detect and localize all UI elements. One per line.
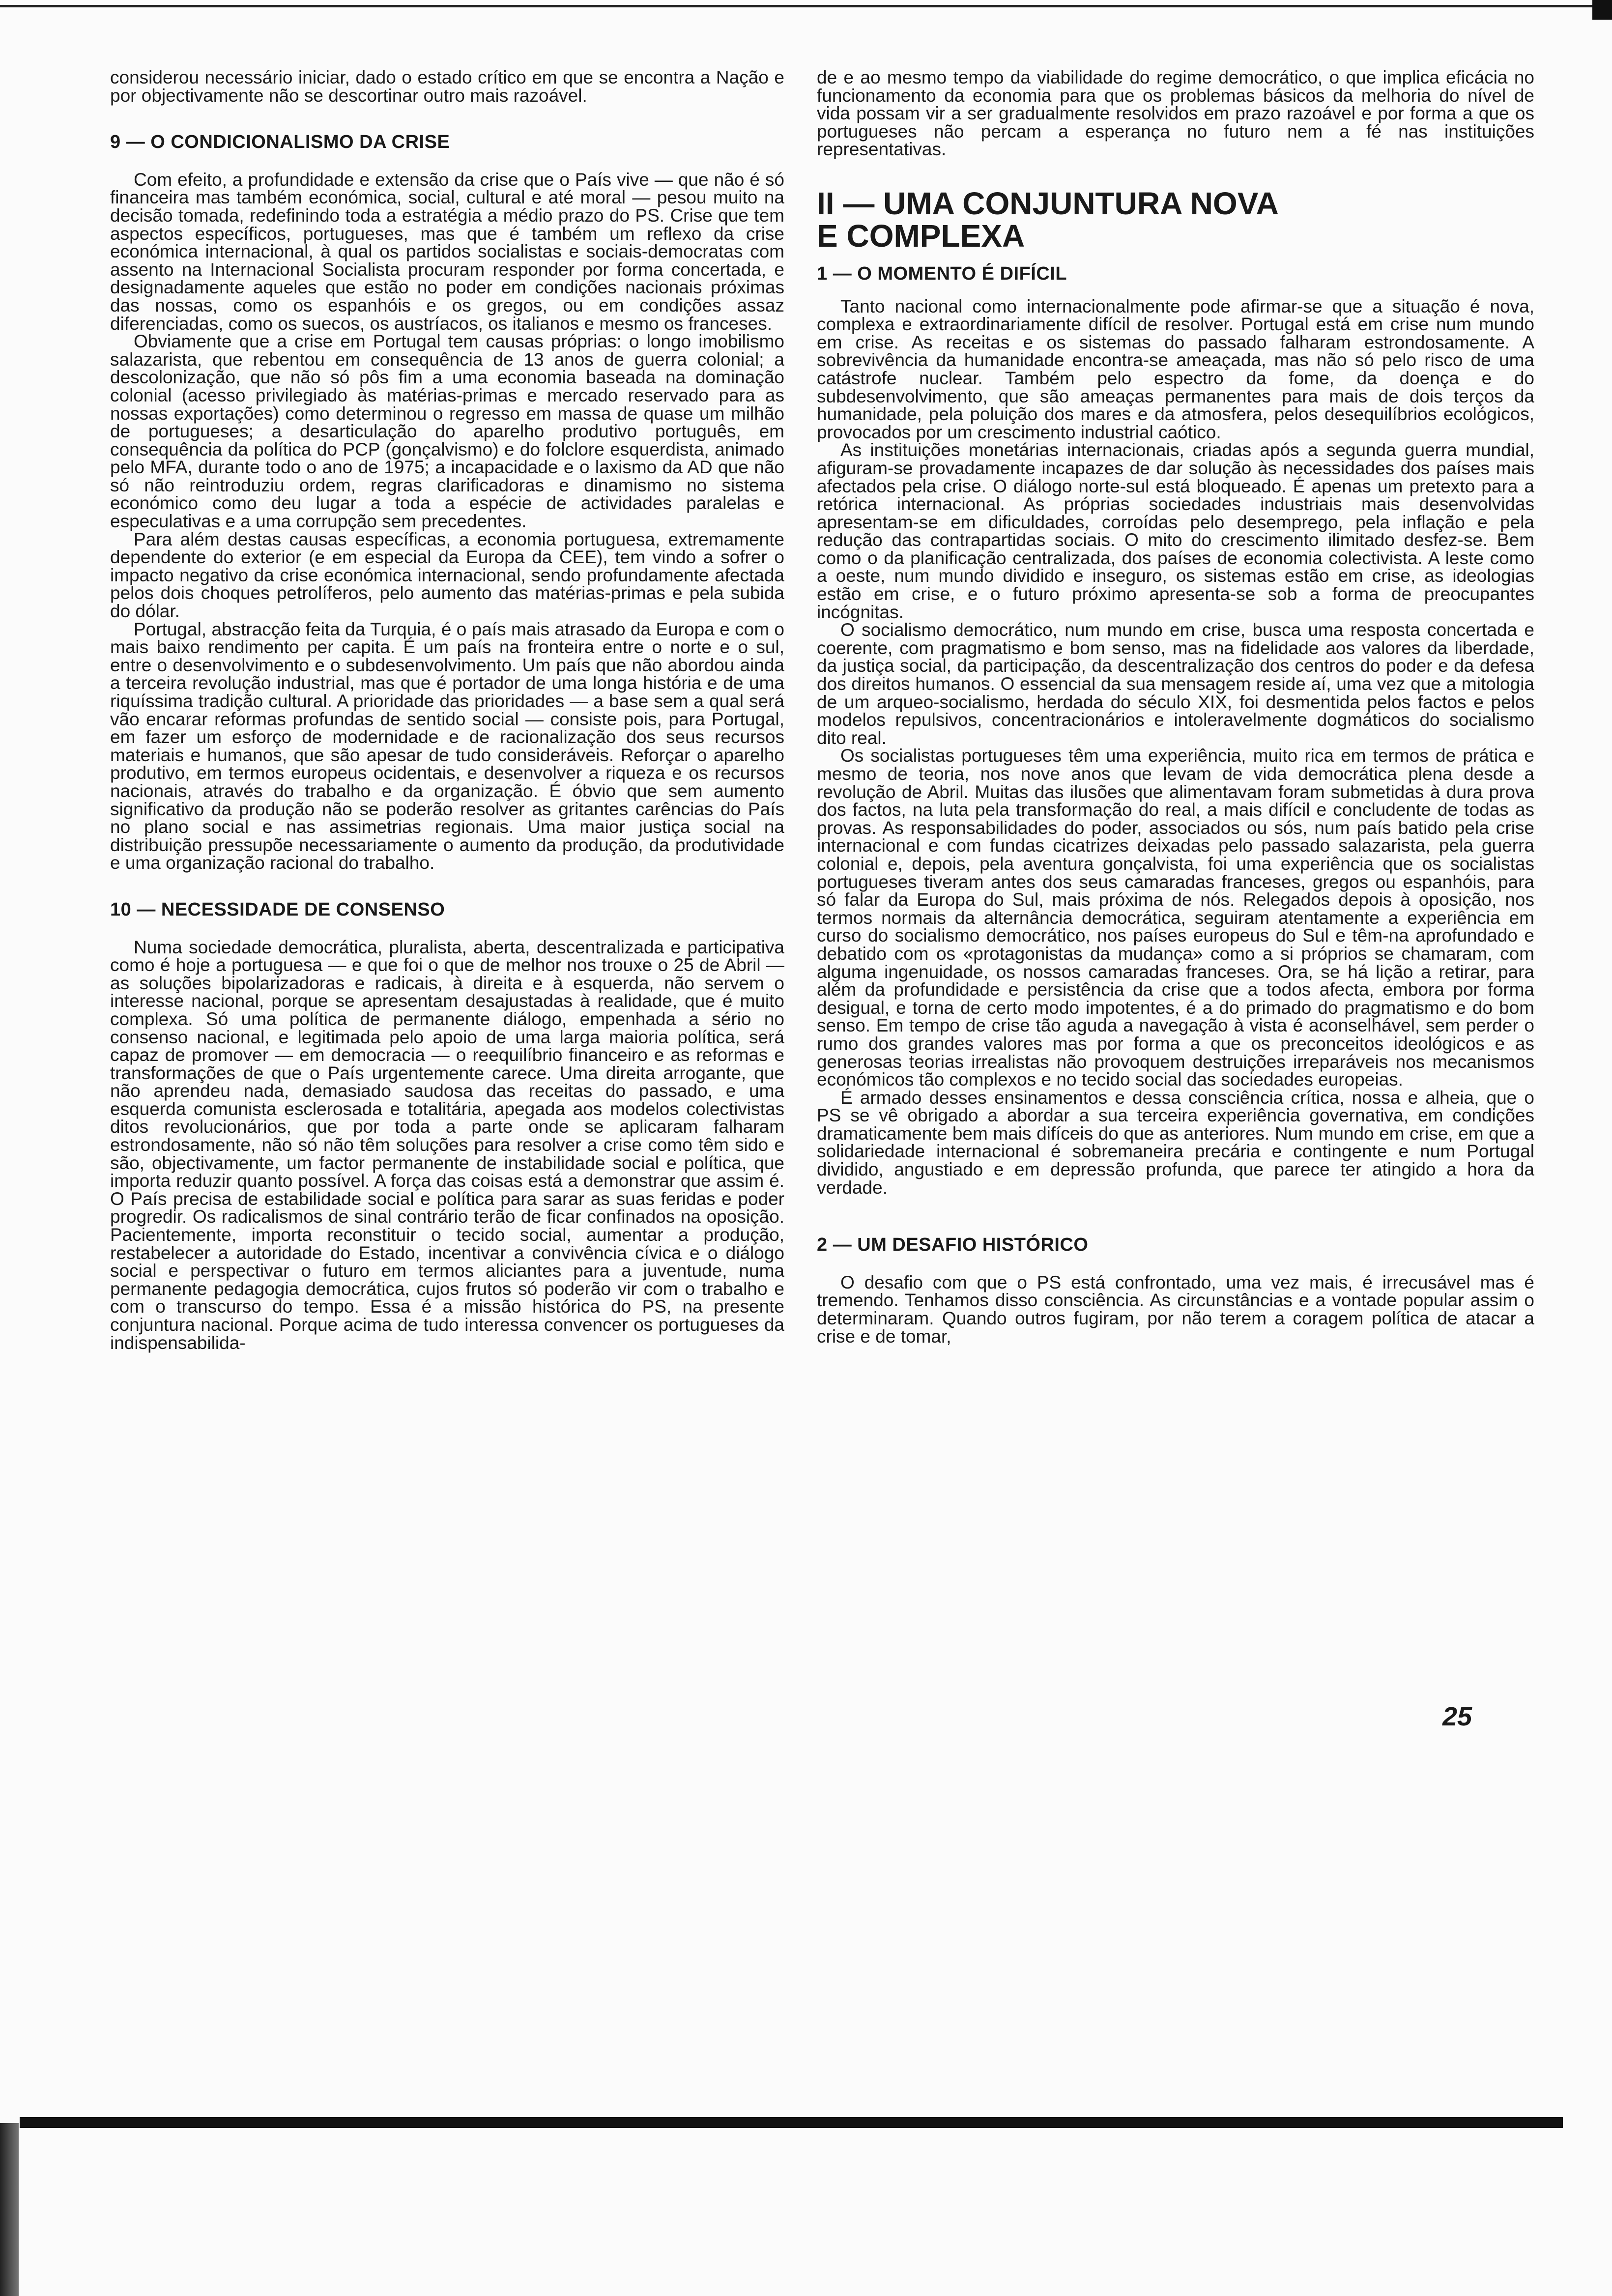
paragraph: considerou necessário iniciar, dado o estado crítico em que se encontra a Nação e por objectivamente não se descortinar outro mais razoável. (110, 67, 784, 106)
paragraph: Para além destas causas específicas, a economia portuguesa, extremamente dependente do exterior (e em especial da Europa da CEE), tem vindo a sofrer o impacto negativo da crise económica internacional, sendo profundamente afectada pelos dois choques petrolíferos, pelo aumento das matérias-primas e pela subida do dólar. (110, 529, 784, 622)
paragraph: Tanto nacional como internacionalmente pode afirmar-se que a situação é nova, complexa e extraordinariamente difícil de resolver. Portugal está em crise num mundo em crise. As receitas e os sistemas do passado falharam estrondosamente. A sobrevivência da humanidade encontra-se ameaçada, mas não só pelo risco de uma catástrofe nuclear. Também pelo espectro da fome, da doença e do subdesenvolvimento, que são ameaças permanentes para mais de dois terços da humanidade, pela poluição dos mares e da atmosfera, pelos desequilíbrios ecológicos, provocados por um crescimento industrial caótico. (817, 296, 1534, 442)
paragraph: Com efeito, a profundidade e extensão da crise que o País vive — que não é só financeira mas também económica, social, cultural e até moral — pesou muito na decisão tomada, redefinindo toda a estratégia a médio prazo do PS. Crise que tem aspectos específicos, portugueses, mas que é também um reflexo da crise económica internacional, à qual os partidos socialistas e sociais-democratas com assento na Internacional Socialista procuram responder por forma concertada, e designadamente aqueles que estão no poder em condições nacionais próximas das nossas, como os espanhóis e os gregos, ou em condições assaz diferenciadas, como os suecos, os austríacos, os italianos e mesmo os franceses. (110, 169, 784, 334)
paragraph: É armado desses ensinamentos e dessa consciência crítica, nossa e alheia, que o PS se vê obrigado a abordar a sua terceira experiência governativa, em condições dramaticamente bem mais difíceis do que as anteriores. Num mundo em crise, em que a solidariedade internacional é sobremaneira precária e contingente e num Portugal dividido, angustiado e em depressão profunda, que parece ter atingido a hora da verdade. (817, 1087, 1534, 1198)
chapter-heading-line: II — UMA CONJUNTURA NOVA (817, 185, 1279, 221)
paragraph: O desafio com que o PS está confrontado, uma vez mais, é irrecusável mas é tremendo. Tenhamos disso consciência. As circunstâncias e a vontade popular assim o determinaram. Quando outros fugiram, por não terem a coragem política de atacar a crise e de tomar, (817, 1272, 1534, 1347)
section-heading-10: 10 — NECESSIDADE DE CONSENSO (110, 899, 445, 920)
scan-corner-mark (1592, 0, 1612, 20)
top-border-line (0, 5, 1612, 7)
chapter-heading (817, 187, 1534, 252)
paragraph: Os socialistas portugueses têm uma experiência, muito rica em termos de prática e mesmo de teoria, nos nove anos que levam de vida democrática plena desde a revolução de Abril. Muitas das ilusões que alimentavam foram submetidas à dura prova dos factos, na luta pela transformação do real, a mais difícil e concludente de todas as provas. As responsabilidades do poder, associados ou sós, num país batido pela crise internacional e com fundas cicatrizes deixadas pelo passado salazarista, pela guerra colonial e, depois, pela aventura gonçalvista, foi uma experiência que os socialistas portugueses tiveram antes dos seus camaradas franceses, gregos ou espanhóis, para só falar da Europa do Sul, mais próxima de nós. Relegados depois à oposição, nos termos normais da alternância democrática, seguiram atentamente a experiência em curso do socialismo democrático, nos países europeus do Sul e têm-na aprofundado e debatido com os «protagonistas da mudança» como a si próprios se chamaram, com alguma ingenuidade, os nossos camaradas franceses. Ora, se há lição a retirar, para além da profundidade e persistência da crise que a todos afecta, embora por forma desigual, e torna de certo modo impotentes, é a do primado do pragmatismo e do bom senso. Em tempo de crise tão aguda a navegação à vista é aconselhável, sem perder o rumo dos grandes valores mas por forma a que os preconceitos ideológicos e as generosas teorias irrealistas não provoquem destruições irreparáveis nos mecanismos económicos tão complexos e no tecido social das sociedades europeias. (817, 746, 1534, 1090)
section-heading-9: 9 — O CONDICIONALISMO DA CRISE (110, 132, 450, 153)
paragraph: As instituições monetárias internacionais, criadas após a segunda guerra mundial, afiguram-se provadamente incapazes de dar solução às necessidades dos países mais afectados pela crise. O diálogo norte-sul está bloqueado. É apenas um pretexto para a retórica internacional. As próprias sociedades industriais mais desenvolvidas apresentam-se em dificuldades, corroídas pelo desemprego, pela inflação e pela redução das contrapartidas sociais. O mito do crescimento ilimitado desfez-se. Bem como o da planificação centralizada, dos países de economia colectivista. A leste como a oeste, num mundo dividido e inseguro, os sistemas estão em crise, as ideologias estão em crise, e o futuro próximo apresenta-se sob a forma de preocupantes incógnitas. (817, 440, 1534, 622)
chapter-heading-line: E COMPLEXA (817, 218, 1025, 254)
paragraph: de e ao mesmo tempo da viabilidade do regime democrático, o que implica eficácia no funcionamento da economia para que os problemas básicos da melhoria do nível de vida possam vir a ser gradualmente resolvidos em prazo razoável e por forma a que os portugueses não percam a esperança no futuro nem a fé nas instituições representativas. (817, 67, 1534, 160)
section-heading-2: 2 — UM DESAFIO HISTÓRICO (817, 1234, 1089, 1256)
paragraph: Obviamente que a crise em Portugal tem causas próprias: o longo imobilismo salazarista, que rebentou em consequência de 13 anos de guerra colonial; a descolonização, que não só pôs fim a uma economia baseada na dominação colonial (acesso privilegiado às matérias-primas e mercado reservado para as nossas exportações) como determinou o regresso em massa de quase um milhão de portugueses; a desarticulação do aparelho produtivo português, em consequência da política do PCP (gonçalvismo) e do folclore esquerdista, animado pelo MFA, durante todo o ano de 1975; a incapacidade e o laxismo da AD que não só não reintroduziu ordem, regras clarificadoras e dinamismo no sistema económico como deu lugar a toda a espécie de actividades paralelas e especulativas e a uma corrupção sem precedentes. (110, 331, 784, 532)
paragraph: O socialismo democrático, num mundo em crise, busca uma resposta concertada e coerente, com pragmatismo e bom senso, mas na fidelidade aos valores da liberdade, da justiça social, da participação, da descentralização dos centros do poder e da defesa dos direitos humanos. O essencial da sua mensagem reside aí, uma vez que a mitologia de um arqueo-socialismo, herdada do século XIX, foi desmentida pelos factos e pelos modelos repulsivos, concentracionários e intoleravelmente dogmáticos do socialismo dito real. (817, 620, 1534, 748)
page-number: 25 (1442, 1702, 1472, 1731)
paragraph: Portugal, abstracção feita da Turquia, é o país mais atrasado da Europa e com o mais baixo rendimento per capita. É um país na fronteira entre o norte e o sul, entre o desenvolvimento e o subdesenvolvimento. Um país que não abordou ainda a terceira revolução industrial, mas que é portador de uma longa história e de uma riquíssima tradição cultural. A prioridade das prioridades — a base sem a qual será vão encarar reformas profundas de sentido social — consiste pois, para Portugal, em fazer um esforço de modernidade e de racionalização dos seus recursos materiais e humanos, que são apesar de tudo consideráveis. Reforçar o aparelho produtivo, em termos europeus ocidentais, e desenvolver a riqueza e os recursos nacionais, através do trabalho e da organização. É óbvio que sem aumento significativo da produção não se poderão resolver as gritantes carências do País no plano social e nas assimetrias regionais. Uma maior justiça social na distribuição pressupõe necessariamente o aumento da produção, da produtividade e uma organização racional do trabalho. (110, 619, 784, 873)
bottom-border-line (20, 2117, 1563, 2128)
paragraph: Numa sociedade democrática, pluralista, aberta, descentralizada e participativa como é hoje a portuguesa — e que foi o que de melhor nos trouxe o 25 de Abril — as soluções bipolarizadoras e radicais, à direita e à esquerda, não servem o interesse nacional, porque se apresentam desajustadas à realidade, que é muito complexa. Só uma política de permanente diálogo, empenhada a sério no consenso nacional, e legitimada pelo apoio de uma larga maioria política, será capaz de promover — em democracia — o reequilíbrio financeiro e as reformas e transformações de que o País urgentemente carece. Uma direita arrogante, que não aprendeu nada, demasiado saudosa das receitas do passado, e uma esquerda comunista esclerosada e totalitária, apegada aos modelos colectivistas ditos revolucionários, que por toda a parte onde se aplicaram falharam estrondosamente, não só não têm soluções para resolver a crise como têm sido e são, objectivamente, um factor permanente de instabilidade social e política, que importa reduzir quanto possível. A força das coisas está a demonstrar que assim é. O País precisa de estabilidade social e política para sarar as suas feridas e poder progredir. Os radicalismos de sinal contrário terão de ficar confinados na oposição. Pacientemente, importa reconstituir o tecido social, aumentar a produção, restabelecer a autoridade do Estado, incentivar a convivência cívica e o diálogo social e perspectivar o futuro em termos aliciantes para a juventude, numa permanente pedagogia democrática, cujos frutos só poderão vir com o trabalho e com o transcurso do tempo. Essa é a missão histórica do PS, na presente conjuntura nacional. Porque acima de tudo interessa convencer os portugueses da indispensabilida- (110, 937, 784, 1353)
right-column (817, 69, 1534, 1346)
scan-edge-shadow (0, 2123, 19, 2296)
left-column (110, 69, 784, 1352)
section-heading-1: 1 — O MOMENTO É DIFÍCIL (817, 263, 1067, 284)
